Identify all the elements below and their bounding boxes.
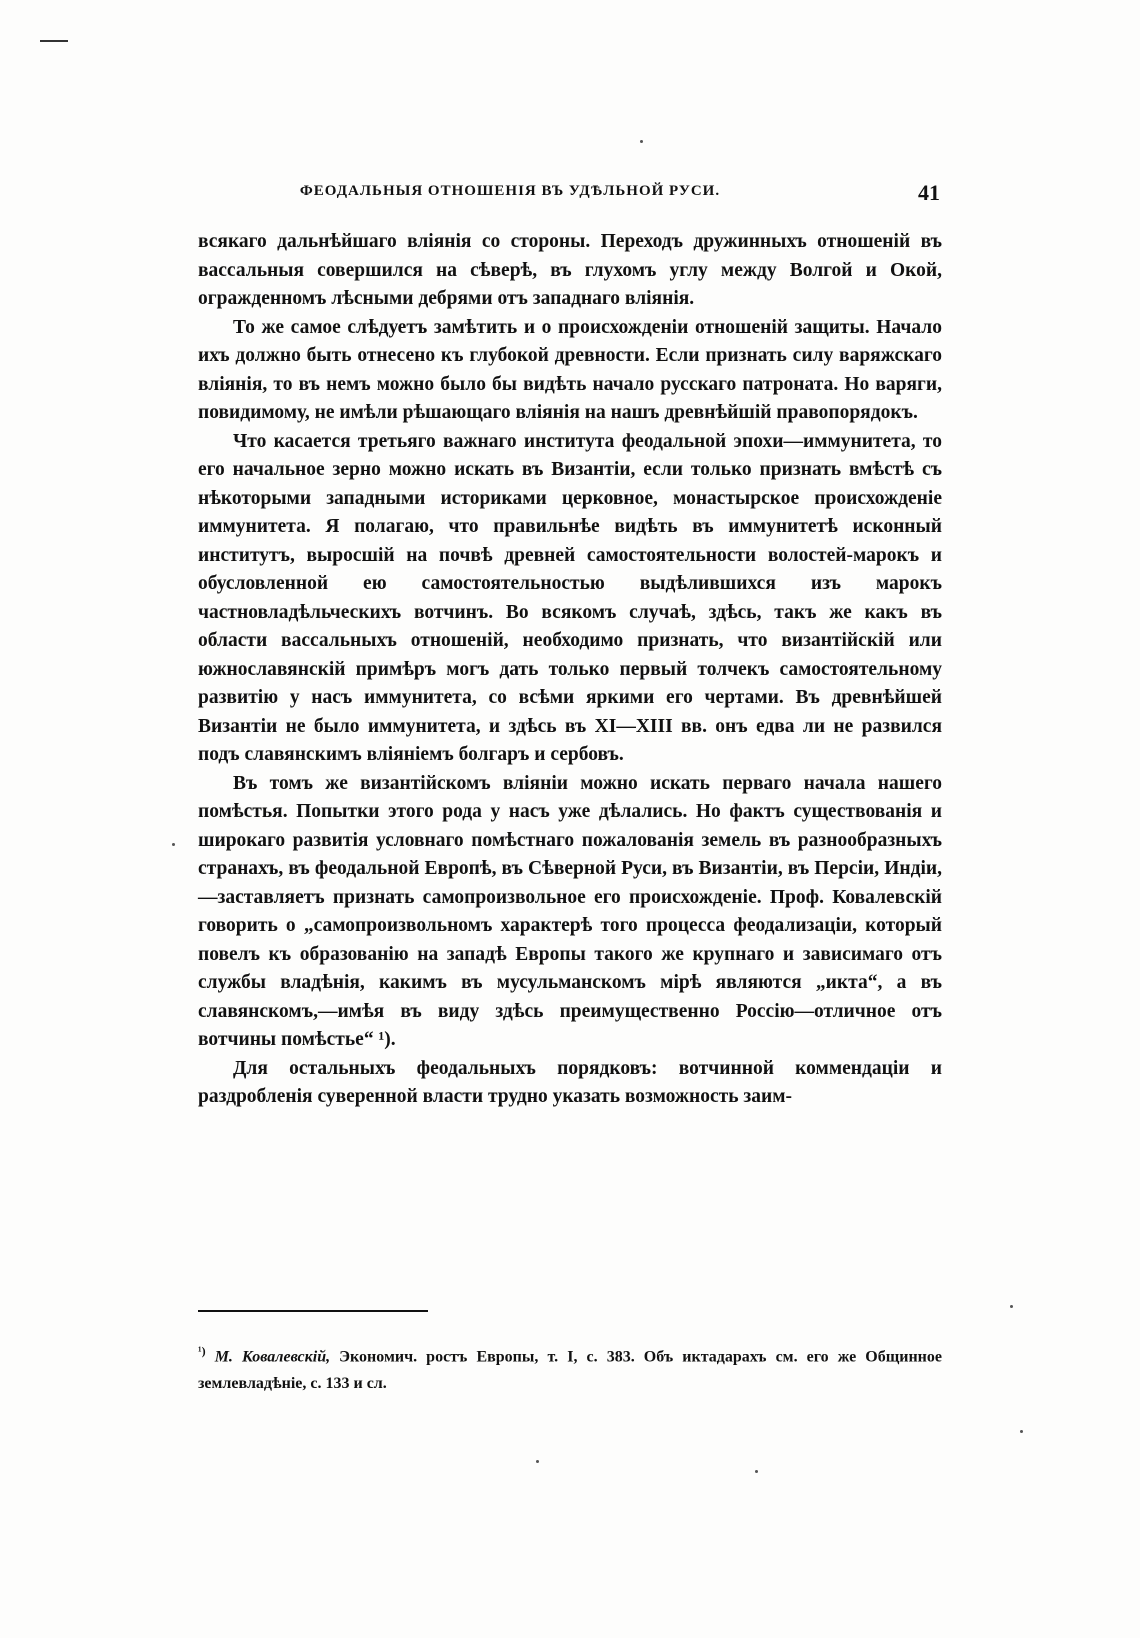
page-number: 41	[918, 180, 940, 205]
scan-corner-mark	[40, 40, 68, 42]
footnote	[198, 1338, 942, 1397]
main-text	[198, 228, 942, 1112]
scan-speck	[640, 140, 643, 143]
scan-speck	[755, 1470, 758, 1473]
running-title: ФЕОДАЛЬНЫЯ ОТНОШЕНІЯ ВЪ УДѢЛЬНОЙ РУСИ.	[299, 183, 721, 199]
page-header	[200, 180, 940, 210]
scan-speck	[1020, 1430, 1023, 1433]
footnote-author: М. Ковалевскій,	[214, 1348, 331, 1366]
paragraph: Для остальныхъ феодальныхъ порядковъ: вотчинной коммендаціи и раздробленія суверенной власти трудно указать возможность заим-	[198, 1057, 942, 1107]
paragraph: То же самое слѣдуетъ замѣтить и о происхожденіи отношеній защиты. Начало ихъ должно быть отнесено къ глубокой древности. Если признать силу варяжскаго вліянія, то въ немъ можно было бы видѣть начало русскаго патроната. Но варяги, повидимому, не имѣли рѣшающаго вліянія на нашъ древнѣйшій правопорядокъ.	[198, 316, 942, 423]
paragraph: Въ томъ же византійскомъ вліяніи можно искать перваго начала нашего помѣстья. Попытки этого рода у насъ уже дѣлались. Но фактъ существованія и широкаго развитія условнаго помѣстнаго пожалованія земель въ разнообразныхъ странахъ, въ феодальной Европѣ, въ Сѣверной Руси, въ Византіи, въ Персіи, Индіи,—заставляетъ признать самопроизвольное его происхожденіе. Проф. Ковалевскій говорить о „самопроизвольномъ характерѣ того процесса феодализаціи, который повелъ къ образованію на западѣ Европы такого же крупнаго и зависимаго отъ службы владѣнія, какимъ въ мусульманскомъ мірѣ являются „икта“, а въ славянскомъ,—имѣя въ виду здѣсь преимущественно Россію—отличное отъ вотчины помѣстье“ ¹).	[198, 772, 942, 1050]
paragraph: всякаго дальнѣйшаго вліянія со стороны. Переходъ дружинныхъ отношеній въ вассальныя совершился на сѣверѣ, въ глухомъ углу между Волгой и Окой, огражденномъ лѣсными дебрями отъ западнаго вліянія.	[198, 231, 942, 309]
footnote-marker: ¹)	[198, 1344, 206, 1358]
scan-speck	[536, 1460, 539, 1463]
scan-speck	[172, 843, 175, 846]
paragraph: Что касается третьяго важнаго института феодальной эпохи—иммунитета, то его начальное зерно можно искать въ Византіи, если только признать вмѣстѣ съ нѣкоторыми западными историками церковное, монастырское происхожденіе иммунитета. Я полагаю, что правильнѣе видѣть въ иммунитетѣ исконный институтъ, выросшій на почвѣ древней самостоятельности волостей-марокъ и обусловленной ею самостоятельностью выдѣлившихся изъ марокъ частновладѣльческихъ вотчинъ. Во всякомъ случаѣ, здѣсь, такъ же какъ въ области вассальныхъ отношеній, необходимо признать, что византійскій или южнославянскій примѣръ могъ дать только первый толчекъ самостоятельному развитію у насъ иммунитета, со всѣми яркими его чертами. Въ древнѣйшей Византіи не было иммунитета, и здѣсь въ XI—XIII вв. онъ едва ли не развился подъ славянскимъ вліяніемъ болгаръ и сербовъ.	[198, 430, 942, 765]
footnote-divider	[198, 1310, 428, 1312]
scan-speck	[1010, 1305, 1013, 1308]
footnote-text: Экономич. ростъ Европы, т. I, с. 383. Объ иктадарахъ см. его же Общинное землевладѣніе, с. 133 и сл.	[198, 1348, 943, 1393]
